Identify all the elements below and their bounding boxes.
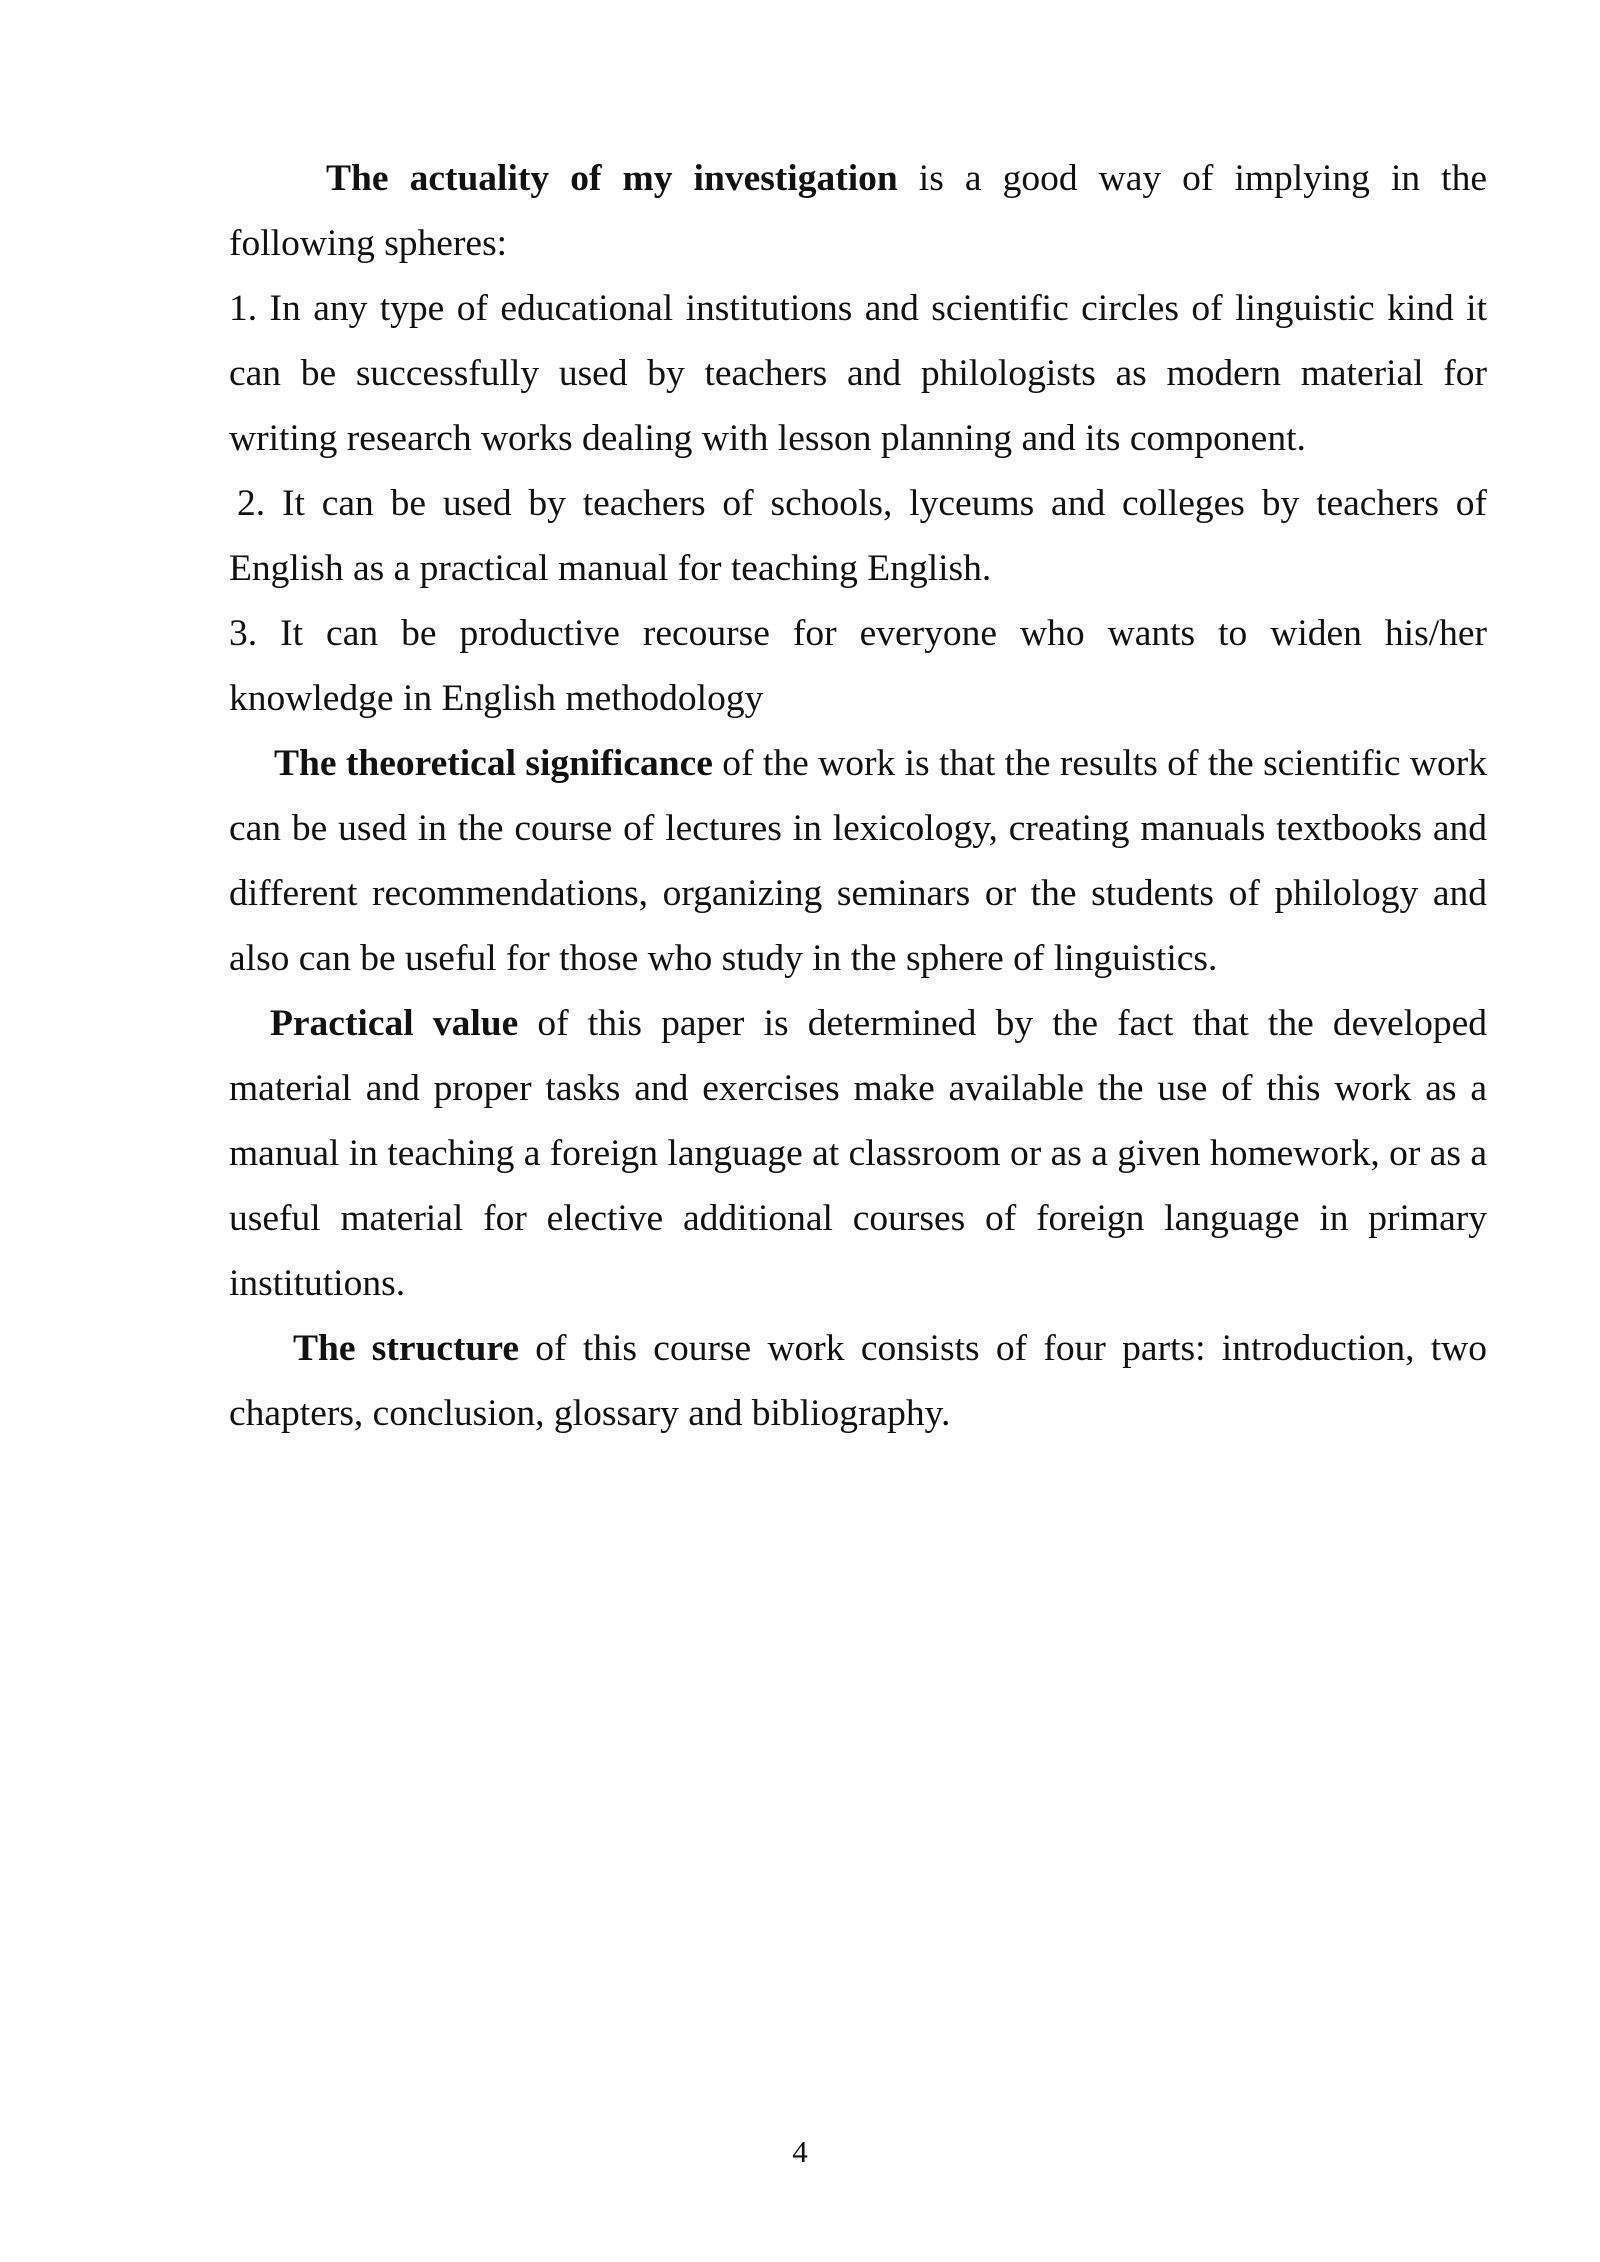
list-item-1: 1. In any type of educational institutions and scientific circles of linguistic kind it can be successfully used by teachers and philologists as modern material for writing research works dealing with lesson planning and its component. — [229, 288, 1487, 459]
theoretical-paragraph — [229, 731, 1487, 991]
practical-paragraph — [229, 991, 1487, 1316]
structure-heading: The structure — [293, 1328, 519, 1369]
actuality-paragraph — [229, 146, 1487, 276]
list-item-3: 3. It can be productive recourse for everyone who wants to widen his/her knowledge in English methodology — [229, 613, 1487, 719]
document-body — [229, 146, 1487, 1446]
actuality-text: is a good way of implying in the following spheres: — [229, 158, 1488, 264]
page-number: 4 — [792, 2134, 808, 2169]
structure-paragraph — [229, 1316, 1487, 1446]
theoretical-heading: The theoretical significance — [274, 743, 713, 784]
actuality-heading: The actuality of my investigation — [326, 158, 898, 199]
theoretical-text: of the work is that the results of the scientific work can be used in the course of lectures in lexicology, creating manuals textbooks and different recommendations, organizing seminars or the students of philology and also can be useful for those who study in the sphere of linguistics. — [229, 743, 1487, 979]
list-item-2: 2. It can be used by teachers of schools, lyceums and colleges by teachers of English as a practical manual for teaching English. — [229, 483, 1487, 589]
practical-heading: Practical value — [270, 1003, 519, 1044]
structure-text: of this course work consists of four parts: introduction, two chapters, conclusion, glossary and bibliography. — [229, 1328, 1488, 1434]
practical-text: of this paper is determined by the fact that the developed material and proper tasks and exercises make available the use of this work as a manual in teaching a foreign language at classroom or as a given homework, or as a useful material for elective additional courses of foreign language in primary institutions. — [229, 1003, 1487, 1304]
